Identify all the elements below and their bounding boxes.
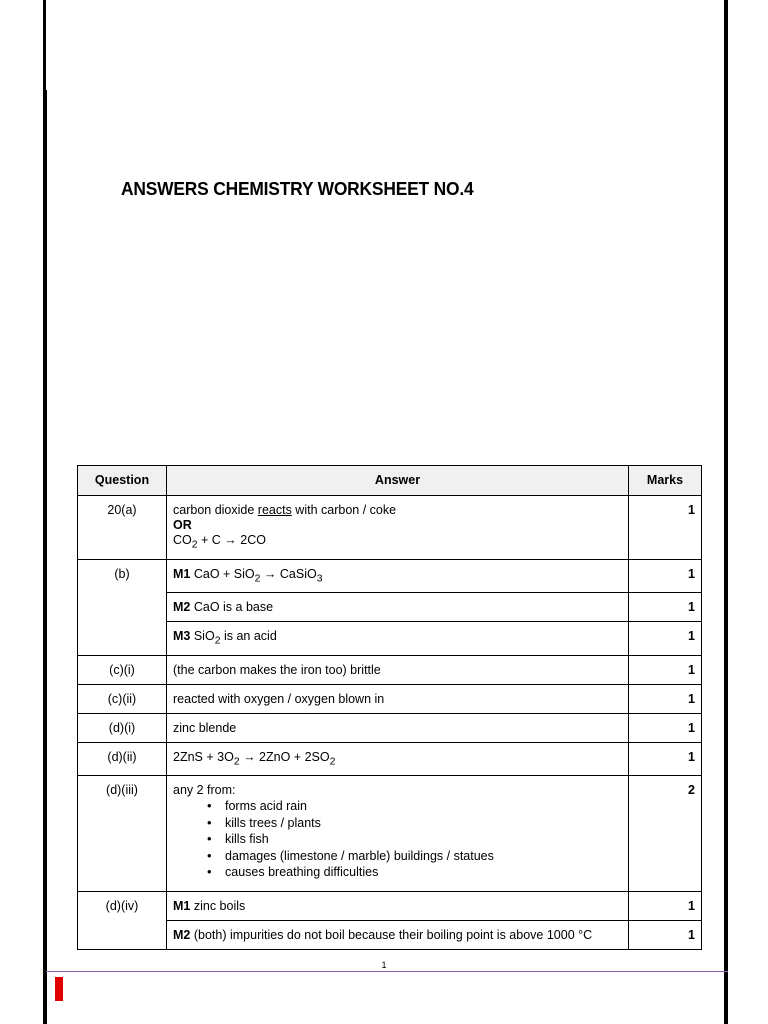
marks-cell: 1 — [629, 559, 702, 593]
answer-cell: M2 CaO is a base — [167, 593, 629, 622]
marks-cell: 1 — [629, 496, 702, 560]
list-item: • kills fish — [209, 831, 622, 848]
answer-cell: M1 zinc boils — [167, 891, 629, 920]
header-question: Question — [78, 466, 167, 496]
list-item: • damages (limestone / marble) buildings / statues — [209, 848, 622, 865]
question-cell: (d)(iv) — [78, 891, 167, 949]
table-row — [78, 622, 702, 656]
table-header-row — [78, 466, 702, 496]
list-item: • forms acid rain — [209, 798, 622, 815]
header-answer: Answer — [167, 466, 629, 496]
header-marks: Marks — [629, 466, 702, 496]
document-title: ANSWERS CHEMISTRY WORKSHEET NO.4 — [121, 178, 474, 199]
answer-line: carbon dioxide reacts with carbon / coke — [173, 503, 397, 517]
mark-scheme-table — [77, 465, 702, 950]
question-cell: (d)(iii) — [78, 776, 167, 892]
table-row — [78, 684, 702, 713]
table-row — [78, 713, 702, 742]
list-intro: any 2 from: — [173, 783, 236, 797]
question-cell: (c)(ii) — [78, 684, 167, 713]
table-row — [78, 496, 702, 560]
question-cell: (d)(i) — [78, 713, 167, 742]
marks-cell: 1 — [629, 713, 702, 742]
underlined-keyword: reacts — [257, 503, 292, 517]
answer-cell: M2 (both) impurities do not boil because their boiling point is above 1000 °C — [167, 920, 629, 949]
answer-cell: (the carbon makes the iron too) brittle — [167, 655, 629, 684]
question-cell: 20(a) — [78, 496, 167, 560]
page-left-border-lower — [43, 90, 47, 1024]
marks-cell: 1 — [629, 891, 702, 920]
marks-cell: 1 — [629, 593, 702, 622]
red-margin-mark — [55, 977, 63, 1001]
answer-cell: M1 CaO + SiO$_2$ → CaSiO$_3$ — [167, 559, 629, 593]
question-cell: (d)(ii) — [78, 742, 167, 776]
answer-cell: M3 SiO$_2$ is an acid — [167, 622, 629, 656]
table-row — [78, 776, 702, 892]
table-row — [78, 655, 702, 684]
table-row — [78, 559, 702, 593]
question-cell: (b) — [78, 559, 167, 655]
answer-cell — [167, 776, 629, 892]
marks-cell: 2 — [629, 776, 702, 892]
answer-cell: zinc blende — [167, 713, 629, 742]
marks-cell: 1 — [629, 742, 702, 776]
or-connector: OR — [173, 518, 192, 532]
footer-divider — [46, 971, 728, 972]
answer-cell — [167, 496, 629, 560]
equation: $CO_2 + C \to 2CO$ — [173, 533, 266, 551]
marks-cell: 1 — [629, 655, 702, 684]
question-cell: (c)(i) — [78, 655, 167, 684]
answer-cell: reacted with oxygen / oxygen blown in — [167, 684, 629, 713]
table-row — [78, 891, 702, 920]
answer-cell: $2ZnS + 3O_2 \to 2ZnO + 2SO_2$ — [167, 742, 629, 776]
list-item: • kills trees / plants — [209, 815, 622, 832]
marks-cell: 1 — [629, 622, 702, 656]
marks-cell: 1 — [629, 684, 702, 713]
page-right-border — [724, 0, 728, 1024]
page-number: 1 — [381, 960, 387, 970]
table-row — [78, 920, 702, 949]
table-row — [78, 742, 702, 776]
bullet-list — [173, 798, 622, 885]
list-item: • causes breathing difficulties — [209, 864, 622, 881]
table-row — [78, 593, 702, 622]
marks-cell: 1 — [629, 920, 702, 949]
